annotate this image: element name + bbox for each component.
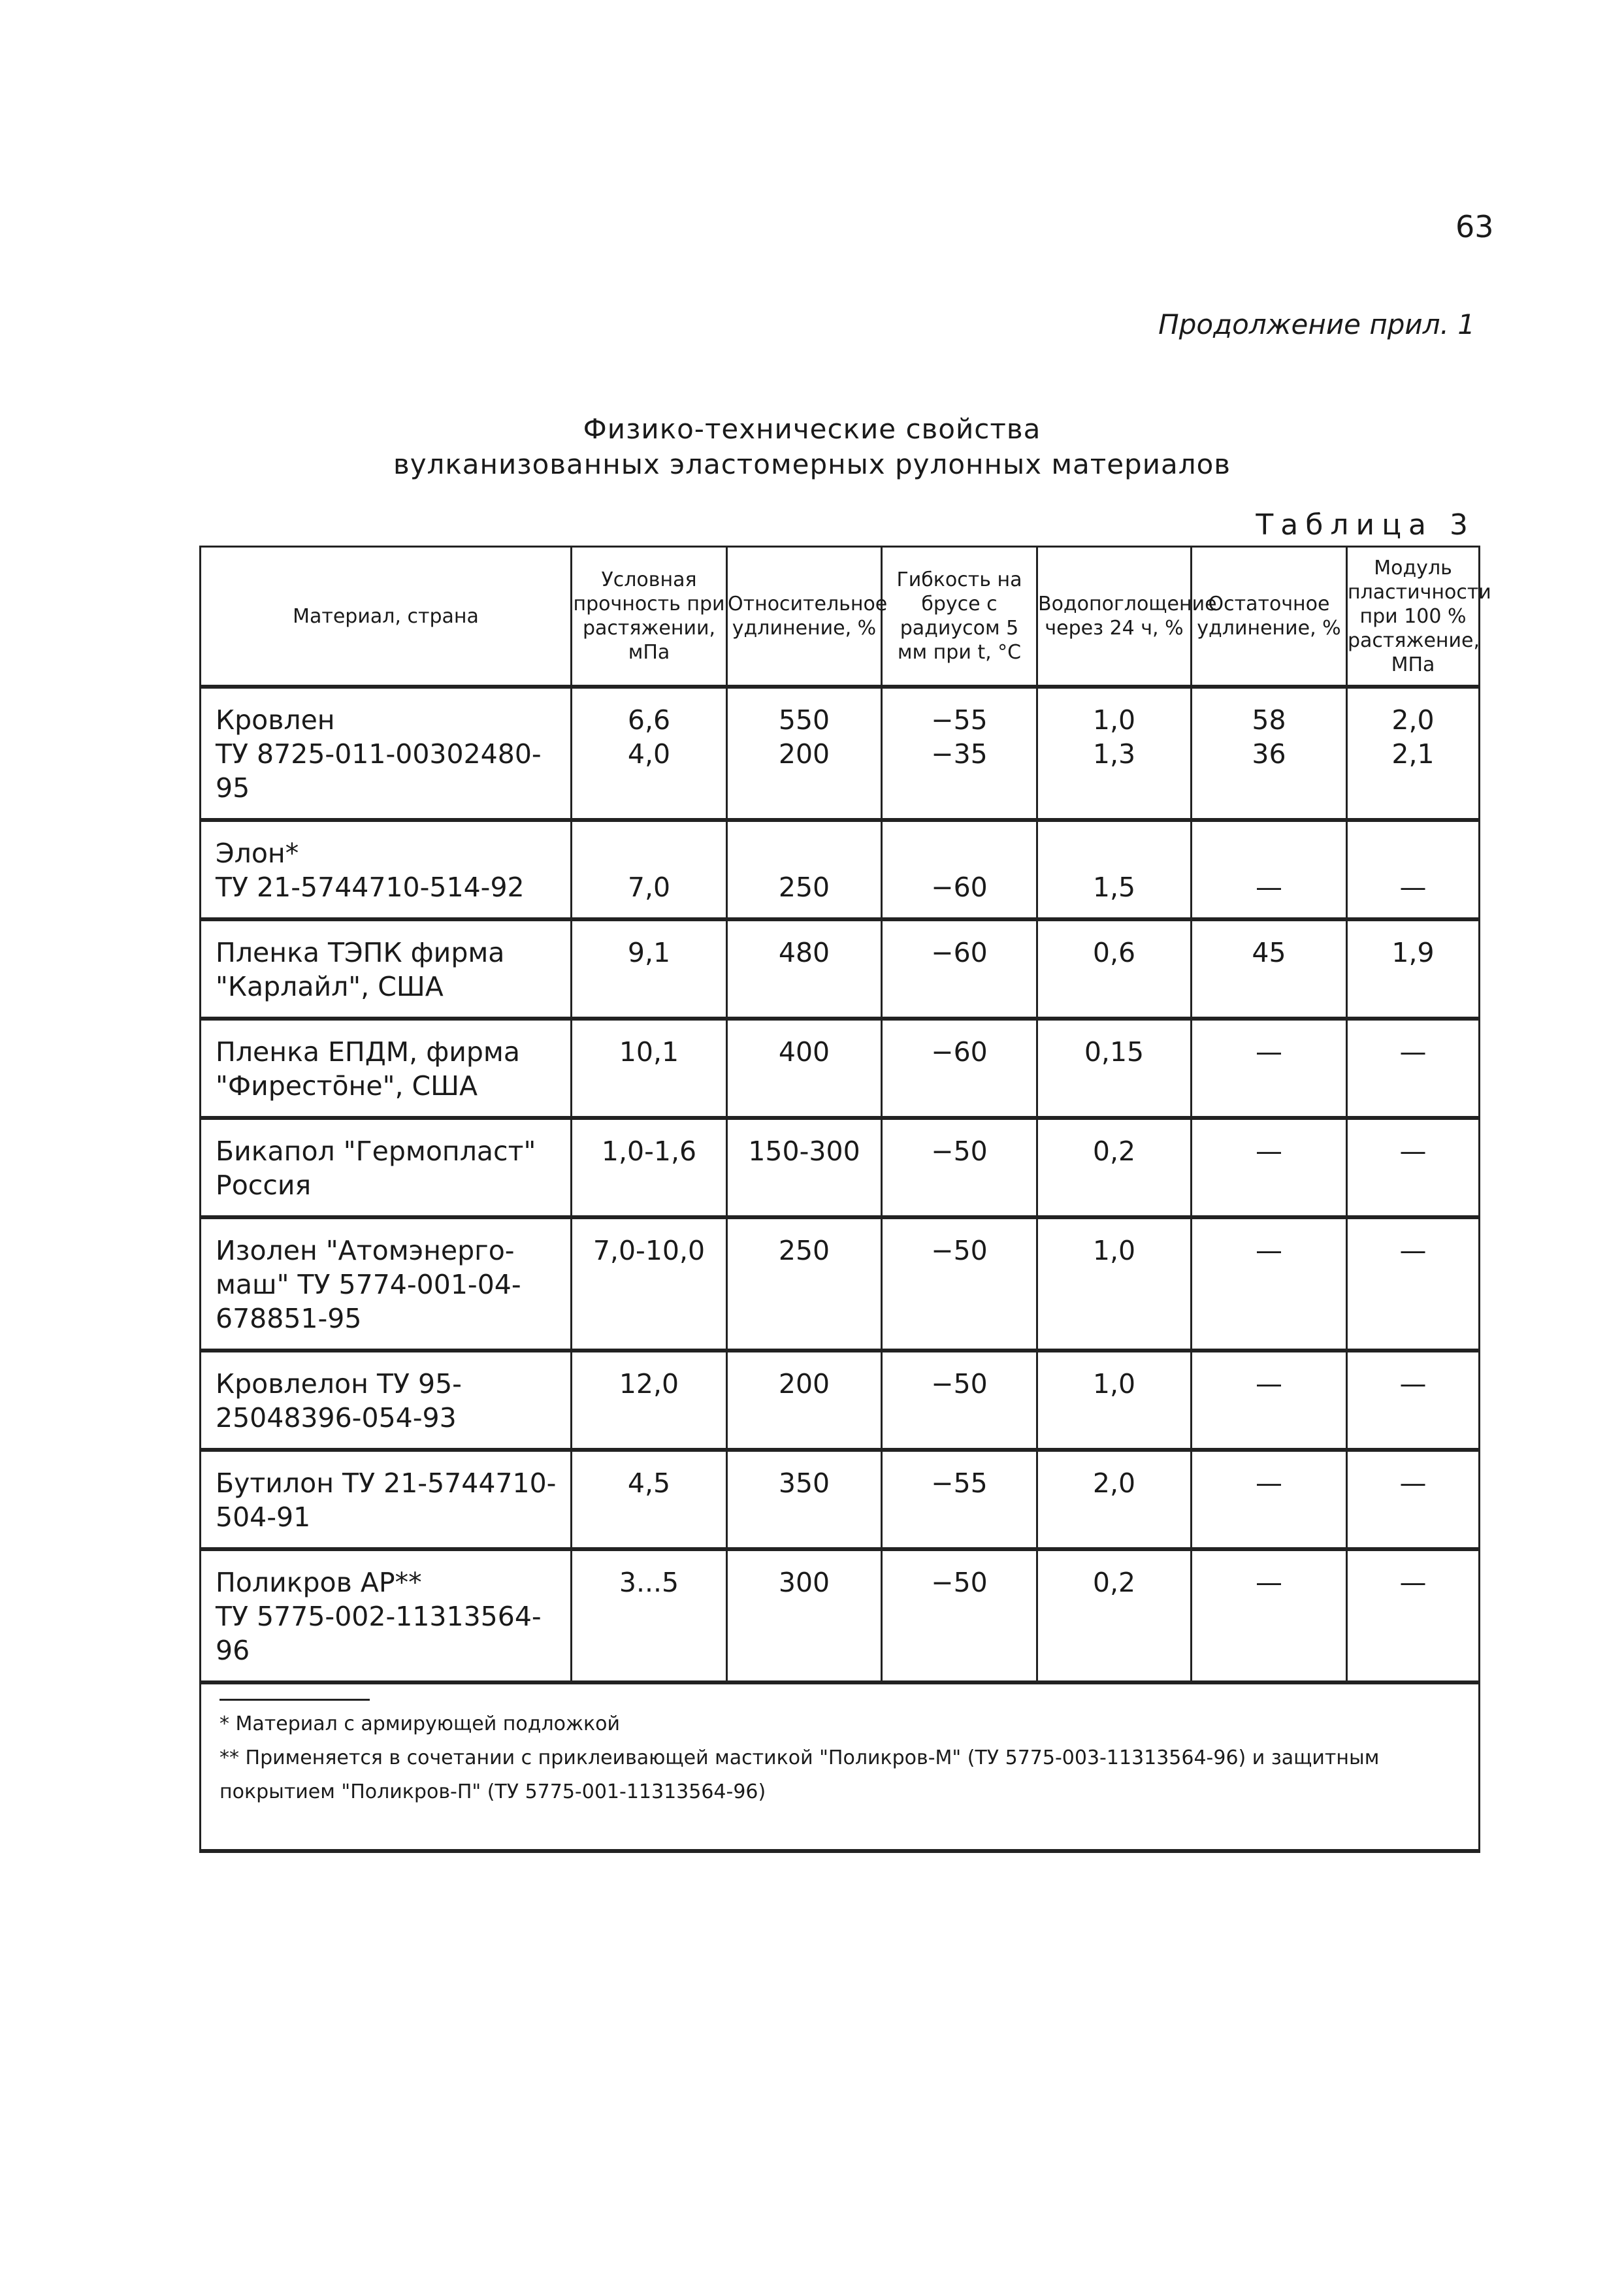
cell-strength: 7,0 (572, 820, 727, 919)
cell-modulus: — (1347, 1217, 1480, 1351)
cell-elongation: 550 200 (727, 687, 882, 820)
cell-water-absorption: 1,0 (1037, 1217, 1192, 1351)
table-row (201, 1217, 1480, 1351)
cell-material: Поликров АР** ТУ 5775-002-11313564-96 (201, 1549, 572, 1682)
table-row (201, 1549, 1480, 1682)
cell-residual-elongation: — (1192, 1351, 1347, 1450)
header-water-absorption: Водопоглощение через 24 ч, % (1037, 547, 1192, 687)
cell-water-absorption: 1,0 (1037, 1351, 1192, 1450)
cell-flexibility: −55 (882, 1450, 1037, 1549)
cell-residual-elongation: 45 (1192, 919, 1347, 1019)
table-title (0, 412, 1624, 482)
cell-elongation: 400 (727, 1019, 882, 1118)
cell-residual-elongation: 58 36 (1192, 687, 1347, 820)
table-row (201, 1351, 1480, 1450)
footnote-1: * Материал с армирующей подложкой (219, 1712, 620, 1735)
cell-water-absorption: 1,5 (1037, 820, 1192, 919)
cell-water-absorption: 0,6 (1037, 919, 1192, 1019)
header-elongation: Относительное удлинение, % (727, 547, 882, 687)
cell-modulus: — (1347, 1019, 1480, 1118)
cell-strength: 1,0-1,6 (572, 1118, 727, 1217)
table-row (201, 820, 1480, 919)
cell-residual-elongation: — (1192, 1450, 1347, 1549)
table-header-row (201, 547, 1480, 687)
footnote-2: ** Применяется в сочетании с приклеивающей мастикой "Поликров-М" (ТУ 5775-003-11313564-96) и защитным покрытием "Поликров-П" (ТУ 5775-001-11313564-96) (219, 1746, 1380, 1803)
cell-flexibility: −50 (882, 1217, 1037, 1351)
cell-material: Пленка ЕПДМ, фирма "Фиресто̄не", США (201, 1019, 572, 1118)
header-residual-elongation: Остаточное удлинение, % (1192, 547, 1347, 687)
cell-strength: 12,0 (572, 1351, 727, 1450)
properties-table (199, 546, 1491, 1853)
footnotes-cell (201, 1682, 1480, 1851)
cell-residual-elongation: — (1192, 1118, 1347, 1217)
cell-strength: 9,1 (572, 919, 727, 1019)
cell-material: Кровлен ТУ 8725-011-00302480-95 (201, 687, 572, 820)
cell-strength: 10,1 (572, 1019, 727, 1118)
header-modulus: Модуль пластичности при 100 % растяжение, МПа (1347, 547, 1480, 687)
cell-modulus: — (1347, 1549, 1480, 1682)
cell-elongation: 300 (727, 1549, 882, 1682)
cell-strength: 4,5 (572, 1450, 727, 1549)
cell-modulus: — (1347, 1118, 1480, 1217)
table-row (201, 1019, 1480, 1118)
cell-flexibility: −50 (882, 1118, 1037, 1217)
cell-flexibility: −55 −35 (882, 687, 1037, 820)
cell-residual-elongation: — (1192, 1549, 1347, 1682)
cell-material: Бикапол "Гермопласт" Россия (201, 1118, 572, 1217)
cell-water-absorption: 0,15 (1037, 1019, 1192, 1118)
cell-material: Пленка ТЭПК фирма "Карлайл", США (201, 919, 572, 1019)
cell-strength: 3...5 (572, 1549, 727, 1682)
cell-elongation: 350 (727, 1450, 882, 1549)
table-label: Таблица 3 (1256, 508, 1475, 542)
table-body (201, 687, 1480, 1851)
cell-water-absorption: 1,0 1,3 (1037, 687, 1192, 820)
title-line-2: вулканизованных эластомерных рулонных материалов (393, 448, 1231, 480)
cell-strength: 7,0-10,0 (572, 1217, 727, 1351)
cell-strength: 6,6 4,0 (572, 687, 727, 820)
cell-flexibility: −60 (882, 919, 1037, 1019)
cell-water-absorption: 2,0 (1037, 1450, 1192, 1549)
cell-modulus: 2,0 2,1 (1347, 687, 1480, 820)
cell-material: Кровлелон ТУ 95-25048396-054-93 (201, 1351, 572, 1450)
page-number: 63 (1455, 209, 1494, 244)
title-line-1: Физико-технические свойства (583, 413, 1041, 445)
cell-elongation: 200 (727, 1351, 882, 1450)
footnote-separator (219, 1699, 370, 1701)
cell-elongation: 250 (727, 820, 882, 919)
table-row (201, 1450, 1480, 1549)
header-flexibility: Гибкость на брусе с радиусом 5 мм при t, °С (882, 547, 1037, 687)
cell-residual-elongation: — (1192, 820, 1347, 919)
cell-modulus: — (1347, 1351, 1480, 1450)
cell-elongation: 480 (727, 919, 882, 1019)
cell-flexibility: −50 (882, 1351, 1037, 1450)
table-row (201, 919, 1480, 1019)
cell-modulus: — (1347, 1450, 1480, 1549)
cell-residual-elongation: — (1192, 1217, 1347, 1351)
cell-water-absorption: 0,2 (1037, 1118, 1192, 1217)
cell-modulus: — (1347, 820, 1480, 919)
header-material: Материал, страна (201, 547, 572, 687)
cell-material: Бутилон ТУ 21-5744710-504-91 (201, 1450, 572, 1549)
table-row (201, 687, 1480, 820)
cell-flexibility: −50 (882, 1549, 1037, 1682)
cell-material: Изолен "Атомэнерго-маш" ТУ 5774-001-04-678851-95 (201, 1217, 572, 1351)
continuation-note: Продолжение прил. 1 (1158, 308, 1475, 340)
footnotes-row (201, 1682, 1480, 1851)
cell-material: Элон* ТУ 21-5744710-514-92 (201, 820, 572, 919)
header-strength: Условная прочность при растяжении, мПа (572, 547, 727, 687)
cell-flexibility: −60 (882, 820, 1037, 919)
cell-water-absorption: 0,2 (1037, 1549, 1192, 1682)
cell-modulus: 1,9 (1347, 919, 1480, 1019)
table-row (201, 1118, 1480, 1217)
cell-elongation: 250 (727, 1217, 882, 1351)
cell-flexibility: −60 (882, 1019, 1037, 1118)
cell-residual-elongation: — (1192, 1019, 1347, 1118)
cell-elongation: 150-300 (727, 1118, 882, 1217)
